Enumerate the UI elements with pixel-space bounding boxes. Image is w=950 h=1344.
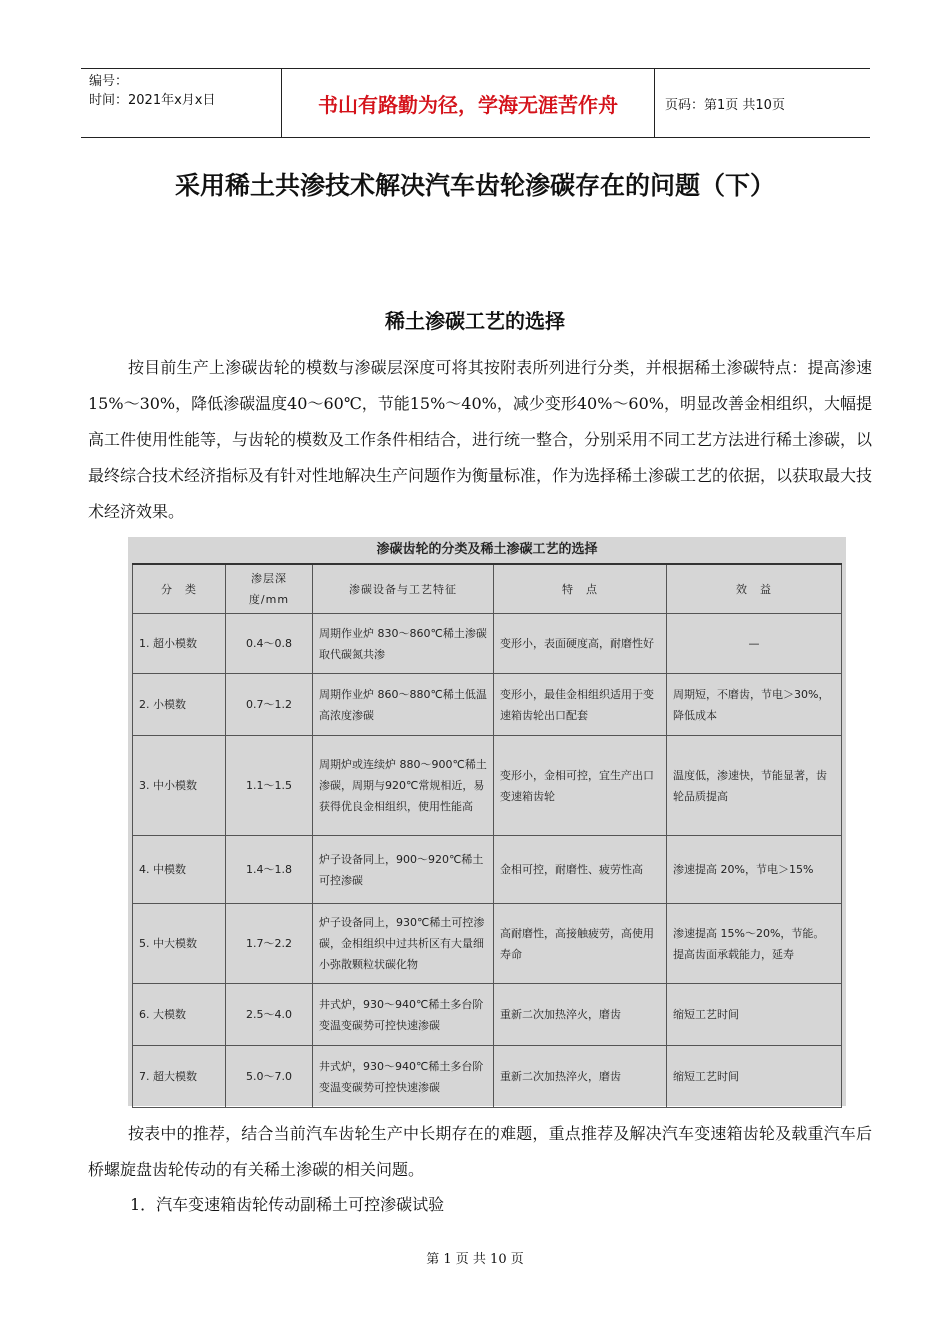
cell-benefits: 渗速提高 15%～20%，节能。提高齿面承载能力，延寿 bbox=[667, 904, 842, 984]
cell-depth: 0.4～0.8 bbox=[226, 614, 313, 674]
cell-category: 2. 小模数 bbox=[133, 674, 226, 736]
table-row bbox=[133, 904, 842, 984]
section-title: 稀土渗碳工艺的选择 bbox=[385, 309, 565, 333]
cell-process: 井式炉，930～940℃稀土多台阶变温变碳势可控快速渗碳 bbox=[313, 1046, 494, 1108]
table-row bbox=[133, 736, 842, 836]
page-footer: 第 1 页 共 10 页 bbox=[426, 1252, 524, 1267]
header-motto: 书山有路勤为径，学海无涯苦作舟 bbox=[281, 69, 655, 137]
cell-process: 周期作业炉 830～860℃稀土渗碳取代碳氮共渗 bbox=[313, 614, 494, 674]
header-process: 渗碳设备与工艺特征 bbox=[313, 564, 494, 614]
intro-paragraph: 按目前生产上渗碳齿轮的模数与渗碳层深度可将其按附表所列进行分类，并根据稀土渗碳特点：提高渗速15%～30%，降低渗碳温度40～60℃，节能15%～40%，减少变形40%～60%，明显改善金相组织，大幅提高工件使用性能等，与齿轮的模数及工作条件相结合，进行统一整合，分别采用不同工艺方法进行稀土渗碳，以最终综合技术经济指标及有针对性地解决生产问题作为衡量标准，作为选择稀土渗碳工艺的依据，以获取最大技术经济效果。 bbox=[88, 358, 873, 521]
cell-process: 周期作业炉 860～880℃稀土低温高浓度渗碳 bbox=[313, 674, 494, 736]
header-category: 分 类 bbox=[133, 564, 226, 614]
cell-benefits: 缩短工艺时间 bbox=[667, 1046, 842, 1108]
table-row bbox=[133, 1046, 842, 1108]
cell-features: 高耐磨性，高接触疲劳，高使用寿命 bbox=[494, 904, 667, 984]
cell-features: 重新二次加热淬火，磨齿 bbox=[494, 1046, 667, 1108]
table-row bbox=[133, 836, 842, 904]
table-header-row bbox=[133, 564, 842, 614]
cell-category: 7. 超大模数 bbox=[133, 1046, 226, 1108]
cell-benefits: 渗速提高 20%，节电＞15% bbox=[667, 836, 842, 904]
cell-category: 6. 大模数 bbox=[133, 984, 226, 1046]
header-depth: 渗层深度/mm bbox=[226, 564, 313, 614]
header-page-info: 页码：第1页 共10页 bbox=[665, 97, 785, 113]
table-row bbox=[133, 984, 842, 1046]
cell-category: 1. 超小模数 bbox=[133, 614, 226, 674]
recommendation-paragraph: 按表中的推荐，结合当前汽车齿轮生产中长期存在的难题，重点推荐及解决汽车变速箱齿轮及载重汽车后桥螺旋盘齿轮传动的有关稀土渗碳的相关问题。 bbox=[88, 1124, 872, 1179]
classification-table bbox=[132, 563, 842, 1108]
cell-category: 3. 中小模数 bbox=[133, 736, 226, 836]
cell-benefits: 周期短，不磨齿，节电＞30%，降低成本 bbox=[667, 674, 842, 736]
table-title: 渗碳齿轮的分类及稀土渗碳工艺的选择 bbox=[376, 542, 598, 557]
cell-process: 炉子设备同上，930℃稀土可控渗碳，金相组织中过共析区有大量细小弥散颗粒状碳化物 bbox=[313, 904, 494, 984]
table-row bbox=[133, 614, 842, 674]
cell-depth: 1.4～1.8 bbox=[226, 836, 313, 904]
cell-depth: 1.1～1.5 bbox=[226, 736, 313, 836]
cell-category: 5. 中大模数 bbox=[133, 904, 226, 984]
header-meta bbox=[81, 69, 281, 137]
cell-depth: 1.7～2.2 bbox=[226, 904, 313, 984]
cell-category: 4. 中模数 bbox=[133, 836, 226, 904]
cell-features: 变形小，表面硬度高，耐磨性好 bbox=[494, 614, 667, 674]
cell-depth: 2.5～4.0 bbox=[226, 984, 313, 1046]
table-row bbox=[133, 674, 842, 736]
cell-depth: 5.0～7.0 bbox=[226, 1046, 313, 1108]
cell-benefits: — bbox=[667, 614, 842, 674]
cell-features: 金相可控，耐磨性、疲劳性高 bbox=[494, 836, 667, 904]
doc-number-label: 编号： bbox=[89, 74, 129, 89]
cell-benefits: 缩短工艺时间 bbox=[667, 984, 842, 1046]
cell-features: 变形小，金相可控，宜生产出口变速箱齿轮 bbox=[494, 736, 667, 836]
header-features: 特 点 bbox=[494, 564, 667, 614]
document-title: 采用稀土共渗技术解决汽车齿轮渗碳存在的问题（下） bbox=[174, 171, 775, 200]
cell-features: 重新二次加热淬火，磨齿 bbox=[494, 984, 667, 1046]
cell-process: 井式炉，930～940℃稀土多台阶变温变碳势可控快速渗碳 bbox=[313, 984, 494, 1046]
classification-table-image bbox=[128, 537, 846, 1106]
cell-depth: 0.7～1.2 bbox=[226, 674, 313, 736]
cell-process: 炉子设备同上，900～920℃稀土可控渗碳 bbox=[313, 836, 494, 904]
header-benefits: 效 益 bbox=[667, 564, 842, 614]
section-item-1: 1．汽车变速箱齿轮传动副稀土可控渗碳试验 bbox=[130, 1195, 445, 1214]
cell-features: 变形小，最佳金相组织适用于变速箱齿轮出口配套 bbox=[494, 674, 667, 736]
cell-benefits: 温度低，渗速快，节能显著，齿轮品质提高 bbox=[667, 736, 842, 836]
doc-date-label: 时间：2021年x月x日 bbox=[89, 93, 216, 108]
document-header bbox=[81, 68, 870, 138]
cell-process: 周期炉或连续炉 880～900℃稀土渗碳，周期与920℃常规相近，易获得优良金相组织，使用性能高 bbox=[313, 736, 494, 836]
